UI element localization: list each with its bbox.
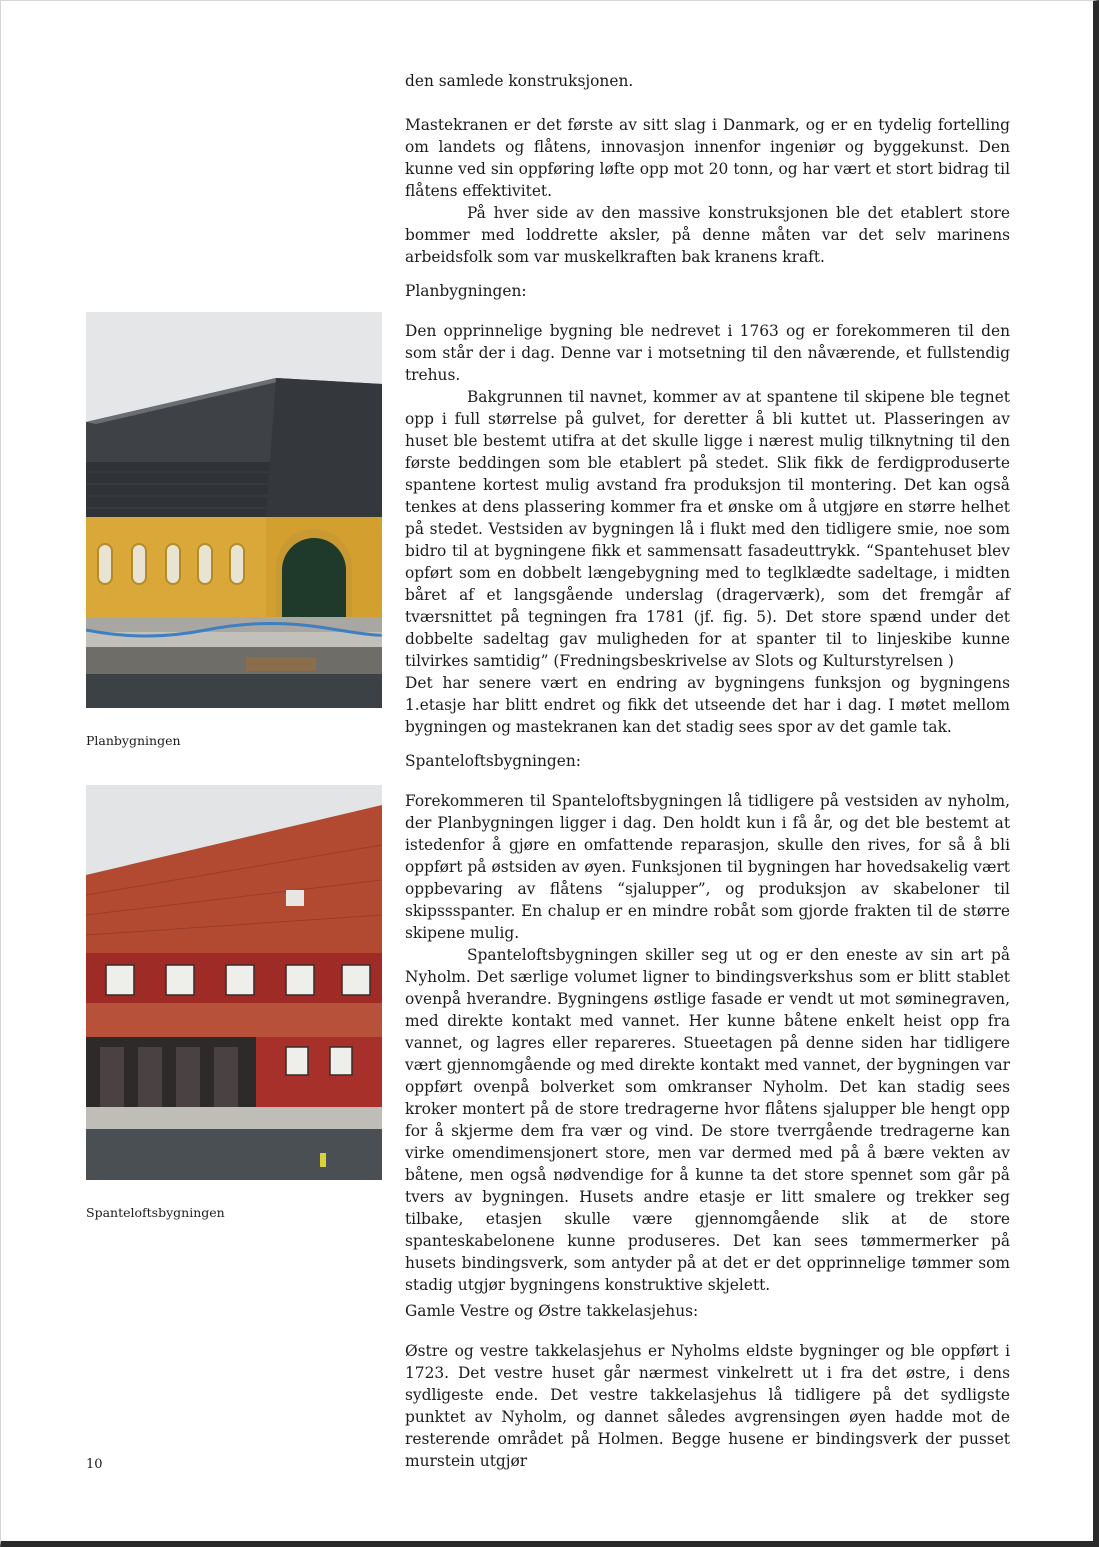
paragraph-spant-origin: Forekommeren til Spanteloftsbygningen lå tidligere på vestsiden av nyholm, der Planbygningen ligger i dag. Den holdt kun i få år, og det ble bestemt at istedenfor å gjøre en omfattende reparasjon, skulle den rives, for så å bli oppført på østsiden av øyen. Funksjonen til bygningen har hovedsakelig vært oppbevaring av flåtens “sjalupper”, og produksjon av skabeloner til skipssspanter. En chalup er en mindre robåt som gjorde frakten til de større skipene mulig. [405,792,1010,942]
main-text-column [405,70,1010,1472]
planbygningen-caption: Planbygningen [86,733,181,748]
paragraph-takkelasjehus: Østre og vestre takkelasjehus er Nyholms eldste bygninger og ble oppført i 1723. Det vestre huset går nærmest vinkelrett ut i fra det østre, i dens sydligeste ende. Det vestre takkelasjehus lå tidligere på det sydligste punktet av Nyholm, og dannet således avgrensingen øyen hadde mot de resterende området på Holmen. Begge husene er bindingsverk der pusset murstein utgjør [405,1342,1010,1470]
paragraph-plan-origin: Den opprinnelige bygning ble nedrevet i 1763 og er forekommeren til den som står der i dag. Denne var i motsetning til den nåværende, et fullstendig trehus. [405,322,1010,384]
paragraph-spant-description: Spanteloftsbygningen skiller seg ut og er den eneste av sin art på Nyholm. Det særlige volumet ligner to bindingsverkshus som er blitt stablet ovenpå hverandre. Bygningens østlige fasade er vendt ut mot søminegraven, med direkte kontakt med vannet. Her kunne båtene enkelt heist opp fra vannet, og lagres eller repareres. Stueetagen på denne siden har tidligere vært gjennomgående og med direkte kontakt med vannet, der bygningen var oppført ovenpå bolverket som omkranser Nyholm. Det kan stadig sees kroker montert på de store tredragerne hvor flåtens sjalupper ble hengt opp for å skjerme dem fra vær og vind. De store tverrgående tredragerne kan virke omendimensjonert store, men var dermed med på å bære vekten av båtene, men også nødvendige for å kunne ta det store spennet som går på tvers av bygningen. Husets andre etasje er litt smalere og trekker seg tilbake, etasjen skulle være gjennomgående slik at de store spanteskabelonene kunne produseres. Det kan sees tømmermerker på husets bindingsverk, som antyder på at det er det opprinnelige tømmer som stadig utgjør bygningens konstruktive skjelett. [405,946,1010,1294]
heading-planbygningen: Planbygningen: [405,282,527,300]
paragraph-bommer: På hver side av den massive konstruksjonen ble det etablert store bommer med loddrette aksler, på denne måten var det selv marinens arbeidsfolk som var muskelkraften bak kranens kraft. [405,204,1010,266]
paragraph-plan-name: Bakgrunnen til navnet, kommer av at spantene til skipene ble tegnet opp i full størrelse på gulvet, for deretter å bli kuttet ut. Plasseringen av huset ble bestemt utifra at det skulle ligge i nærest mulig tilknytning til den første beddingen som ble etablert på stedet. Slik fikk de ferdigproduserte spantene kortest mulig avstand fra produksjon til montering. Det kan også tenkes at dens plassering kommer fra et ønske om å utgjøre en større helhet på stedet. Vestsiden av bygningen lå i flukt med den tidligere smie, noe som bidro til at bygningene fikk et sammensatt fasadeuttrykk. “Spantehuset blev opført som en dobbelt længebygning med to teglklædte sadeltage, i midten båret af et langsgående underslag (dragerværk), som det fremgår af tværsnittet på tegningen fra 1781 (jf. fig. 5). Det store spænd under det dobbelte sadeltag gav muligheden for at spanter til to linjeskibe kunne tilvirkes samtidig” (Fredningsbeskrivelse av Slots og Kulturstyrelsen ) [405,388,1010,670]
page-number: 10 [86,1457,103,1472]
heading-spanteloftsbygningen: Spanteloftsbygningen: [405,752,581,770]
spanteloftsbygningen-photo [86,785,382,1180]
paragraph-intro-end: den samlede konstruksjonen. [405,72,634,90]
paragraph-mastekranen: Mastekranen er det første av sitt slag i Danmark, og er en tydelig fortelling om landets og flåtens, innovasjon innenfor ingeniør og byggekunst. Den kunne ved sin oppføring løfte opp mot 20 tonn, og har vært et stort bidrag til flåtens effektivitet. [405,116,1010,200]
planbygningen-photo [86,312,382,708]
spanteloftsbygningen-caption: Spanteloftsbygningen [86,1205,225,1220]
paragraph-plan-later: Det har senere vært en endring av bygningens funksjon og bygningens 1.etasje har blitt endret og fikk det utseende det har i dag. I møtet mellom bygningen og mastekranen kan det stadig sees spor av det gamle tak. [405,674,1010,736]
heading-takkelasjehus: Gamle Vestre og Østre takkelasjehus: [405,1302,699,1320]
